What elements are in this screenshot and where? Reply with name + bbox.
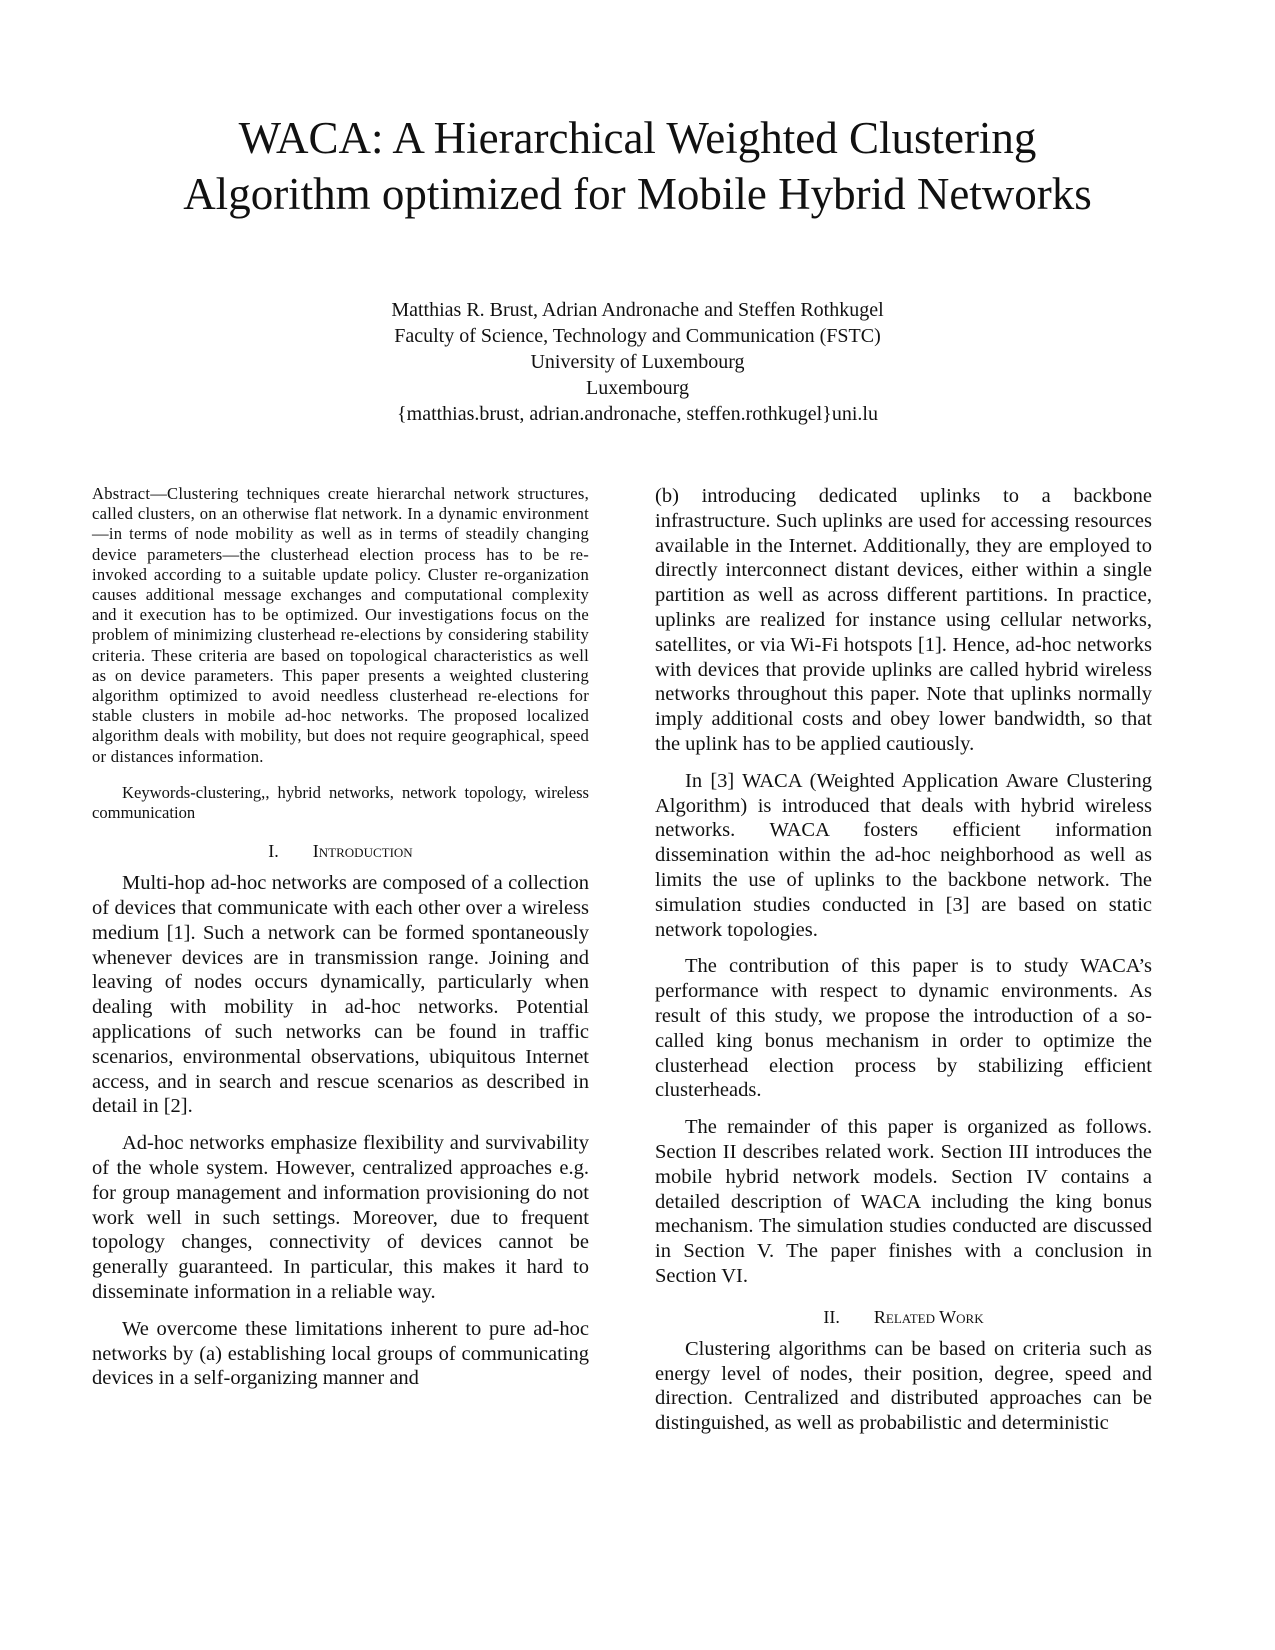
author-block [60,297,1215,427]
intro-paragraph-5: The contribution of this paper is to study WACA’s performance with respect to dynamic environments. As result of this study, we propose the introduction of a so-called king bonus mechanism in order to optimize the clusterhead election process by stabilizing efficient clusterheads. [655,955,1152,1102]
abstract: Abstract—Clustering techniques create hierarchal network structures, called clusters, on an otherwise flat network. In a dynamic environment—in terms of node mobility as well as in terms of steadily changing device parameters—the clusterhead election process has to be re-invoked according to a suitable update policy. Cluster re-organization causes additional message exchanges and computational complexity and it execution has to be optimized. Our investigations focus on the problem of minimizing clusterhead re-elections by considering stability criteria. These criteria are based on topological characteristics as well as on device parameters. This paper presents a weighted clustering algorithm optimized to avoid needless clusterhead re-elections for stable clusters in mobile ad-hoc networks. The proposed localized algorithm deals with mobility, but does not require geographical, speed or distances information. [92,484,589,766]
university: University of Luxembourg [530,351,745,373]
intro-paragraph-1: Multi-hop ad-hoc networks are composed of a collection of devices that communicate with each other over a wireless medium [1]. Such a network can be formed spontaneously whenever devices are in transmission range. Joining and leaving of nodes occurs dynamically, particularly when dealing with mobility in ad-hoc networks. Potential applications of such networks can be found in traffic scenarios, environmental observations, ubiquitous Internet access, and in search and rescue scenarios as described in detail in [2]. [92,872,589,1118]
section-title: Related Work [873,1306,984,1327]
intro-paragraph-6: The remainder of this paper is organized as follows. Section II describes related work. Section III introduces the mobile hybrid network models. Section IV contains a detailed description of WACA including the king bonus mechanism. The simulation studies conducted are discussed in Section V. The paper finishes with a conclusion in Section VI. [655,1116,1152,1287]
intro-paragraph-3-continued: (b) introducing dedicated uplinks to a backbone infrastructure. Such uplinks are used for accessing resources available in the Internet. Additionally, they are employed to directly interconnect distant devices, either within a single partition as well as across different partitions. In practice, uplinks are realized for instance using cellular networks, satellites, or via Wi-Fi hotspots [1]. Hence, ad-hoc networks with devices that provide uplinks are called hybrid wireless networks throughout this paper. Note that uplinks normally imply additional costs and obey lower bandwidth, so that the uplink has to be applied cautiously. [655,485,1152,755]
intro-paragraph-4: In [3] WACA (Weighted Application Aware Clustering Algorithm) is introduced that deals with hybrid wireless networks. WACA fosters efficient information dissemination within the ad-hoc neighborhood as well as limits the use of uplinks to the backbone network. The simulation studies conducted in [3] are based on static network topologies. [655,769,1152,941]
keywords: Keywords-clustering,, hybrid networks, network topology, wireless communication [92,782,589,823]
author-names: Matthias R. Brust, Adrian Andronache and Steffen Rothkugel [391,299,884,321]
intro-paragraph-2: Ad-hoc networks emphasize flexibility and survivability of the whole system. However, centralized approaches e.g. for group management and information provisioning do not work well in such settings. Moreover, due to frequent topology changes, connectivity of devices cannot be generally guaranteed. In particular, this makes it hard to disseminate information in a reliable way. [92,1132,589,1303]
paper-title [60,110,1215,222]
section-number: II. [823,1306,840,1327]
right-column [655,484,1152,1436]
related-work-paragraph-1: Clustering algorithms can be based on criteria such as energy level of nodes, their position, degree, speed and direction. Centralized and distributed approaches can be distinguished, as well as probabilistic and deterministic [655,1337,1152,1435]
left-column [92,484,589,1391]
section-number: I. [268,841,279,862]
author-emails: {matthias.brust, adrian.andronache, steffen.rothkugel}uni.lu [397,403,878,425]
section-heading-introduction [92,840,589,862]
title-line-2: Algorithm optimized for Mobile Hybrid Networks [183,169,1092,219]
title-line-1: WACA: A Hierarchical Weighted Clustering [238,113,1037,163]
section-heading-related-work [655,1306,1152,1328]
intro-paragraph-3: We overcome these limitations inherent to pure ad-hoc networks by (a) establishing local groups of communicating devices in a self-organizing manner and [92,1317,589,1390]
section-title: Introduction [312,841,413,862]
affiliation: Faculty of Science, Technology and Communication (FSTC) [394,325,881,347]
country: Luxembourg [586,377,689,399]
